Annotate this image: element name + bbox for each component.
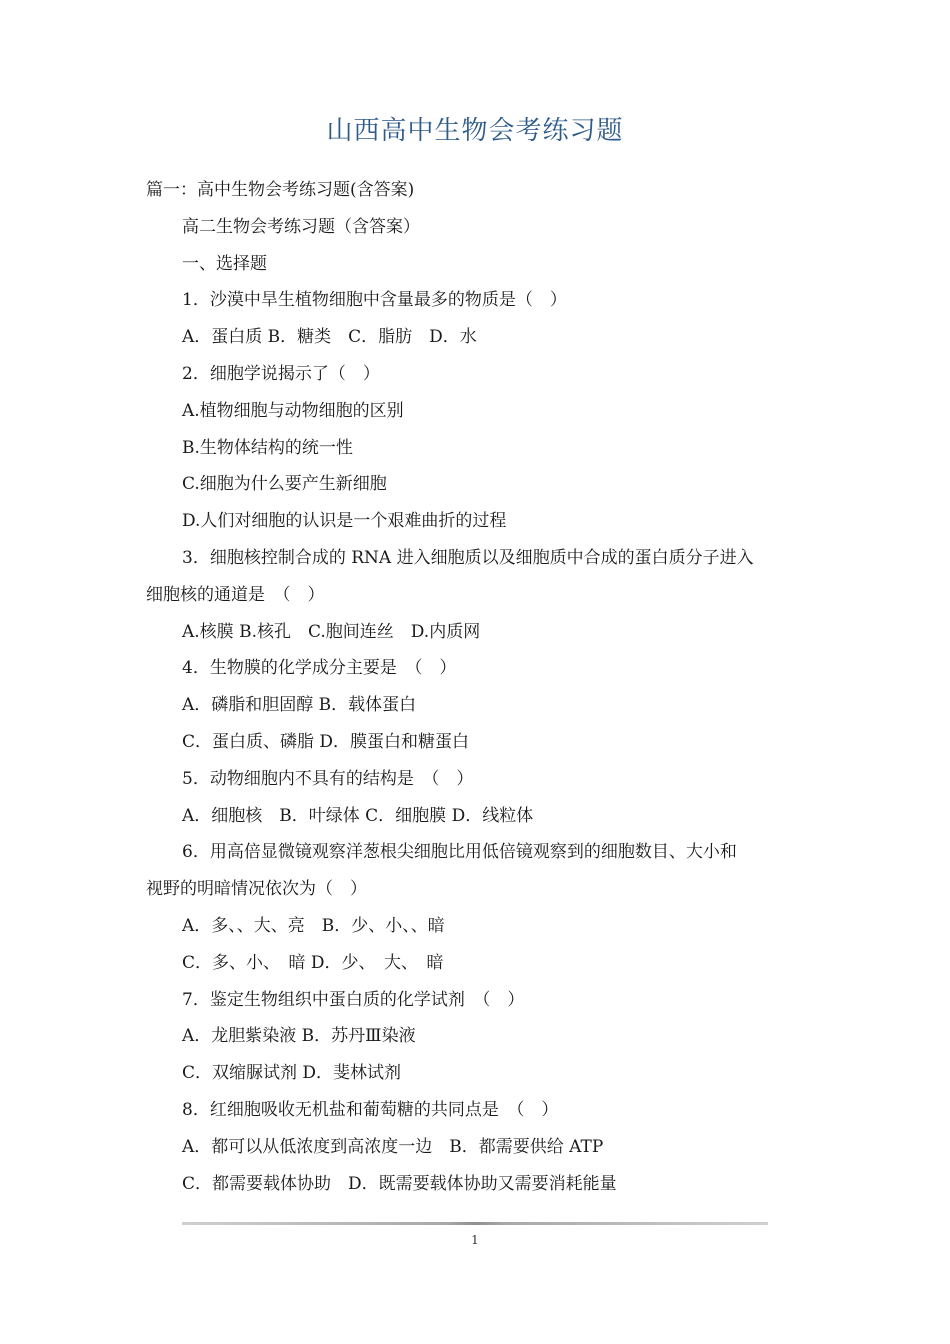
question-2-option-b: B.生物体结构的统一性: [182, 437, 353, 458]
question-6-line-2: 视野的明暗情况依次为（ ）: [146, 879, 367, 900]
question-8-options-cd: C．都需要载体协助 D．既需要载体协助又需要消耗能量: [182, 1173, 617, 1194]
document-body: [146, 172, 816, 1202]
document-title: 山西高中生物会考练习题: [326, 116, 624, 146]
footer-divider: [182, 1222, 768, 1225]
question-5: 5．动物细胞内不具有的结构是 （ ）: [182, 768, 474, 789]
question-3-line-1: 3．细胞核控制合成的 RNA 进入细胞质以及细胞质中合成的蛋白质分子进入: [182, 547, 754, 568]
question-6-options-cd: C．多、小、 暗 D．少、 大、 暗: [182, 952, 444, 973]
question-3-options: A.核膜 B.核孔 C.胞间连丝 D.内质网: [182, 621, 481, 642]
question-4-options-cd: C．蛋白质、磷脂 D．膜蛋白和糖蛋白: [182, 731, 470, 752]
question-7: 7．鉴定生物组织中蛋白质的化学试剂 （ ）: [182, 989, 525, 1010]
question-2-option-a: A.植物细胞与动物细胞的区别: [182, 400, 404, 421]
question-8: 8．红细胞吸收无机盐和葡萄糖的共同点是 （ ）: [182, 1099, 559, 1120]
section-heading: 篇一：高中生物会考练习题(含答案): [146, 180, 415, 200]
subtitle: 高二生物会考练习题（含答案）: [182, 216, 420, 237]
question-5-options: A．细胞核 B．叶绿体 C．细胞膜 D．线粒体: [182, 805, 534, 826]
question-3-line-2: 细胞核的通道是 （ ）: [146, 584, 325, 605]
question-7-options-cd: C．双缩脲试剂 D．斐林试剂: [182, 1063, 402, 1084]
question-4-options-ab: A．磷脂和胆固醇 B．载体蛋白: [182, 695, 417, 716]
question-7-options-ab: A．龙胆紫染液 B．苏丹Ⅲ染液: [182, 1026, 416, 1047]
question-2: 2．细胞学说揭示了（ ）: [182, 363, 380, 384]
question-6-options-ab: A．多、、大、亮 B．少、小、、暗: [182, 915, 445, 936]
page-number: 1: [471, 1233, 479, 1247]
question-6-line-1: 6．用高倍显微镜观察洋葱根尖细胞比用低倍镜观察到的细胞数目、大小和: [182, 842, 737, 863]
question-1: 1．沙漠中旱生植物细胞中含量最多的物质是（ ）: [182, 290, 567, 311]
part-heading: 一、选择题: [182, 253, 267, 274]
question-2-option-c: C.细胞为什么要产生新细胞: [182, 474, 387, 495]
question-1-options: A．蛋白质 B．糖类 C．脂肪 D．水: [182, 327, 477, 348]
question-2-option-d: D.人们对细胞的认识是一个艰难曲折的过程: [182, 511, 507, 532]
question-8-options-ab: A．都可以从低浓度到高浓度一边 B．都需要供给 ATP: [182, 1136, 604, 1157]
question-4: 4．生物膜的化学成分主要是 （ ）: [182, 658, 457, 679]
